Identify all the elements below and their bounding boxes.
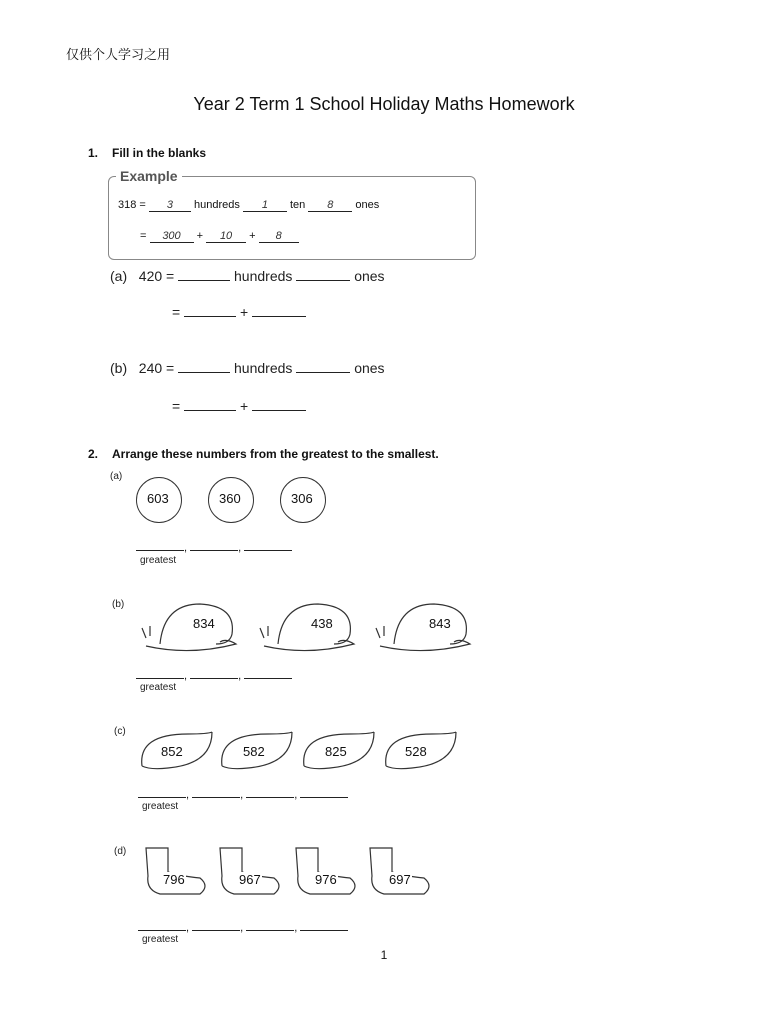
answer-blank[interactable] [178, 360, 230, 373]
question-1-heading [88, 146, 206, 160]
number-label: 976 [315, 872, 337, 887]
example-answer: 1 [243, 199, 287, 212]
part-label: (b) [112, 599, 125, 610]
number-label: 967 [239, 872, 261, 887]
example-line-2 [140, 230, 299, 243]
plus-sign: + [196, 230, 203, 242]
q1b-line-2 [172, 398, 306, 414]
sock-icon [290, 846, 360, 896]
example-answer: 3 [149, 199, 191, 212]
number-label: 697 [389, 872, 411, 887]
snail-icon [374, 598, 474, 658]
answer-line [136, 666, 292, 682]
example-answer: 10 [206, 230, 246, 243]
expression: 420 = [138, 268, 175, 284]
separator: , [294, 789, 298, 801]
number-label: 438 [311, 616, 333, 631]
part-label: (c) [114, 726, 126, 737]
greatest-label: greatest [140, 682, 177, 693]
word: ones [354, 268, 385, 284]
separator: , [184, 542, 188, 554]
answer-blank[interactable] [300, 918, 348, 931]
plus-sign: + [249, 230, 256, 242]
number-label: 528 [405, 744, 427, 759]
example-expression: 318 = [118, 199, 146, 211]
separator: , [294, 922, 298, 934]
answer-line [138, 785, 348, 801]
number-label: 582 [243, 744, 265, 759]
part-label: (b) [110, 360, 128, 376]
answer-blank[interactable] [136, 666, 184, 679]
example-answer: 8 [308, 199, 352, 212]
snail-icon [258, 598, 358, 658]
page-number: 1 [380, 948, 388, 962]
answer-blank[interactable] [184, 304, 236, 317]
example-line-1 [118, 199, 379, 212]
answer-blank[interactable] [184, 398, 236, 411]
page-title: Year 2 Term 1 School Holiday Maths Homework [193, 94, 575, 114]
number-label: 796 [163, 872, 185, 887]
answer-blank[interactable] [138, 785, 186, 798]
separator: , [186, 789, 190, 801]
equals-sign: = [172, 304, 181, 320]
part-label: (a) [110, 471, 123, 482]
question-number: 2. [88, 447, 99, 461]
separator: , [186, 922, 190, 934]
greatest-label: greatest [140, 555, 177, 566]
example-box [108, 176, 476, 260]
answer-blank[interactable] [252, 398, 306, 411]
header-note: 仅供个人学习之用 [66, 48, 171, 63]
example-word: hundreds [193, 199, 240, 211]
plus-sign: + [239, 398, 249, 414]
sock-icon [140, 846, 210, 896]
answer-line [136, 538, 292, 554]
number-label: 852 [161, 744, 183, 759]
answer-blank[interactable] [192, 918, 240, 931]
separator: , [240, 922, 244, 934]
answer-blank[interactable] [246, 918, 294, 931]
equals-sign: = [172, 398, 181, 414]
q1a-line-2 [172, 304, 306, 320]
example-answer: 300 [150, 230, 194, 243]
question-number: 1. [88, 146, 99, 160]
separator: , [184, 670, 188, 682]
equals-sign: = [140, 230, 147, 242]
answer-blank[interactable] [178, 268, 230, 281]
question-text: Arrange these numbers from the greatest to the smallest. [112, 447, 439, 461]
answer-blank[interactable] [244, 538, 292, 551]
example-word: ten [289, 199, 306, 211]
word: hundreds [234, 360, 293, 376]
expression: 240 = [138, 360, 175, 376]
number-label: 825 [325, 744, 347, 759]
answer-blank[interactable] [246, 785, 294, 798]
answer-blank[interactable] [300, 785, 348, 798]
answer-blank[interactable] [190, 538, 238, 551]
number-label: 603 [147, 491, 169, 506]
example-answer: 8 [259, 230, 299, 243]
answer-line [138, 918, 348, 934]
answer-blank[interactable] [192, 785, 240, 798]
number-label: 306 [291, 491, 313, 506]
snail-icon [140, 598, 240, 658]
word: ones [354, 360, 385, 376]
answer-blank[interactable] [244, 666, 292, 679]
q1a-line-1 [110, 268, 385, 284]
sock-icon [214, 846, 284, 896]
question-2-heading [88, 447, 439, 461]
separator: , [238, 670, 242, 682]
example-word: ones [355, 199, 380, 211]
answer-blank[interactable] [296, 360, 350, 373]
separator: , [238, 542, 242, 554]
plus-sign: + [239, 304, 249, 320]
number-label: 843 [429, 616, 451, 631]
part-label: (a) [110, 268, 128, 284]
answer-blank[interactable] [252, 304, 306, 317]
part-label: (d) [114, 846, 127, 857]
separator: , [240, 789, 244, 801]
answer-blank[interactable] [190, 666, 238, 679]
sock-icon [364, 846, 434, 896]
number-label: 834 [193, 616, 215, 631]
answer-blank[interactable] [138, 918, 186, 931]
example-label: Example [116, 168, 182, 184]
number-label: 360 [219, 491, 241, 506]
greatest-label: greatest [142, 801, 179, 812]
answer-blank[interactable] [296, 268, 350, 281]
word: hundreds [234, 268, 293, 284]
answer-blank[interactable] [136, 538, 184, 551]
q1b-line-1 [110, 360, 385, 376]
question-text: Fill in the blanks [112, 146, 207, 160]
greatest-label: greatest [142, 934, 179, 945]
